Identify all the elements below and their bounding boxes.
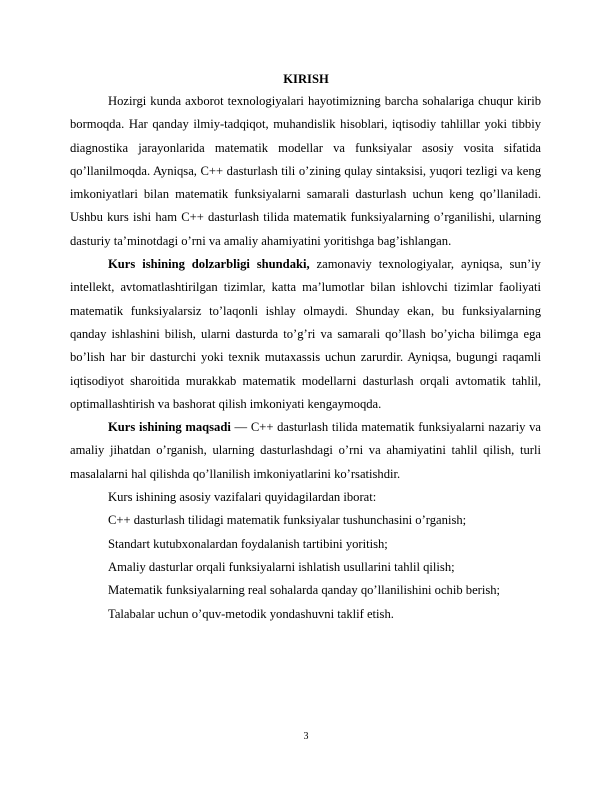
page-number: 3 [303,731,309,742]
task-item: Talabalar uchun o’quv-metodik yondashuvni taklif etish. [108,606,394,621]
task-item: Amaliy dasturlar orqali funksiyalarni ishlatish usullarini tahlil qilish; [108,559,455,574]
relevance-text: zamonaviy texnologiyalar, ayniqsa, sun’iy intellekt, avtomatlashtirilgan tizimlar, katta ma’lumotlar bilan ishlovchi tizimlar faoliyati matematik funksiyalarsiz to’laqonli ishlay olmaydi. Shunday ekan, bu funksiyalarning qanday ishlashini bilish, ularni dasturda to’g’ri va samarali qo’llash bo’yicha bilimga ega bo’lish har bir dasturchi yoki texnik mutaxassis uchun zarurdir. Ayniqsa, bugungi raqamli iqtisodiyot sharoitida murakkab matematik modellarni dasturlash orqali avtomatik tahlil, optimallashtirish va bashorat qilish imkoniyati kengaymoqda. [70,257,541,411]
goal-text: — C++ dasturlash tilida matematik funksiyalarni nazariy va amaliy jihatdan o’rganish, ularning dasturlashdagi o’rni va ahamiyatini tahlil qilish, turli masalalarni hal qilishda qo’llanilish imkoniyatlarini ko’rsatishdir. [70,420,541,481]
section-heading: KIRISH [283,72,329,86]
paragraph-tasks-intro: Kurs ishining asosiy vazifalari quyidagilardan iborat: [108,490,377,505]
paragraph-intro: Hozirgi kunda axborot texnologiyalari hayotimizning barcha sohalariga chuqur kirib bormoqda. Har qanday ilmiy-tadqiqot, muhandislik hisoblari, iqtisodiy tahlillar yoki tibbiy diagnostika jarayonlarida matematik modellar va funksiyalar asosiy vosita sifatida qo’llanilmoqda. Ayniqsa, C++ dasturlash tili o’zining qulay sintaksisi, yuqori tezligi va keng imkoniyatlari bilan matematik funksiyalarni samarali dasturlash uchun keng qo’llaniladi. Ushbu kurs ishi ham C++ dasturlash tilida matematik funksiyalarning o’rganilishi, ularning dasturiy ta’minotdagi o’rni va amaliy ahamiyatini yoritishga bag’ishlangan. [70,94,541,248]
relevance-lead: Kurs ishining dolzarbligi shundaki, [108,257,310,272]
task-item: Matematik funksiyalarning real sohalarda qanday qo’llanilishini ochib berish; [108,583,501,598]
goal-lead: Kurs ishining maqsadi [108,420,231,435]
body-text [70,90,541,626]
paragraph-relevance [70,253,541,416]
task-item: Standart kutubxonalardan foydalanish tartibini yoritish; [108,536,388,551]
task-item: C++ dasturlash tilidagi matematik funksiyalar tushunchasini o’rganish; [108,513,467,528]
paragraph-goal [70,416,541,486]
